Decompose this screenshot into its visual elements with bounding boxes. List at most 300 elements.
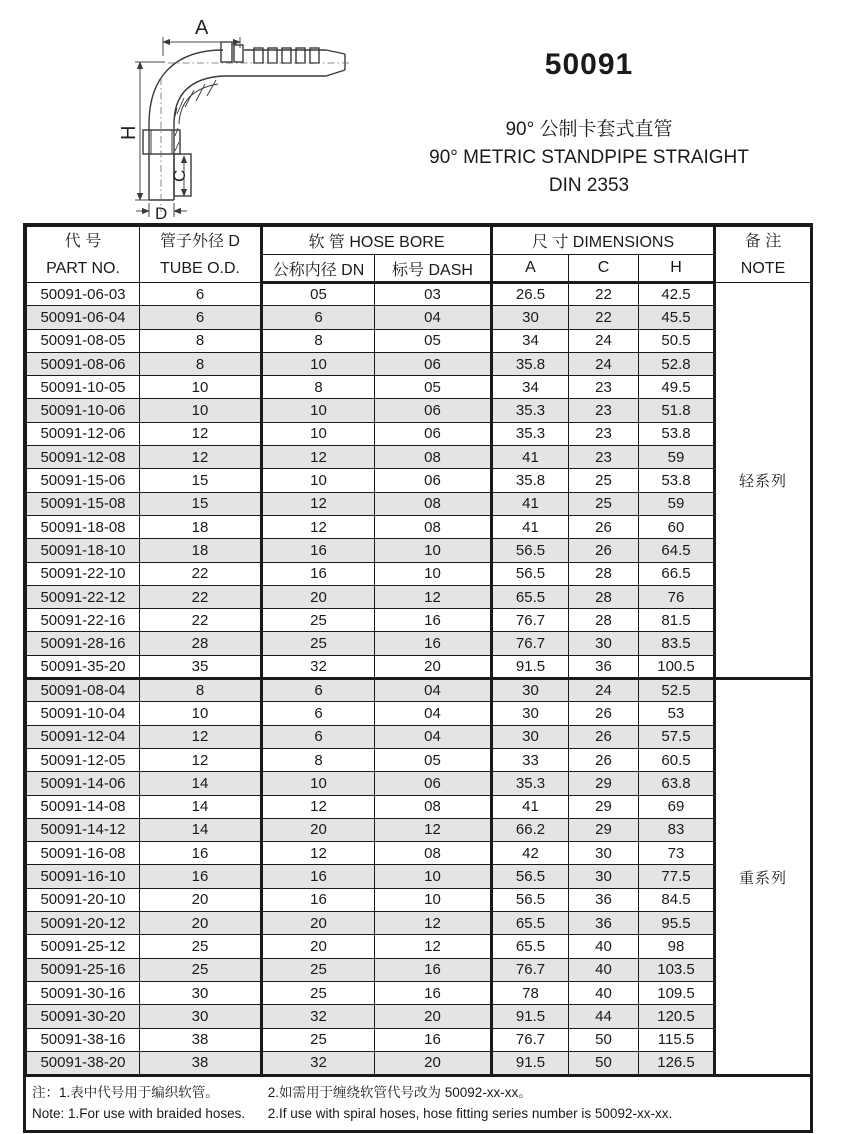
cell-c: 26	[569, 748, 639, 771]
cell-h: 103.5	[639, 958, 715, 981]
cell-c: 24	[569, 352, 639, 375]
cell-tube_od: 10	[140, 399, 262, 422]
table-row	[27, 912, 811, 935]
cell-a: 35.8	[492, 352, 569, 375]
col-header-tube-od	[140, 227, 262, 283]
cell-dash: 05	[375, 329, 492, 352]
cell-h: 57.5	[639, 725, 715, 748]
cell-dn: 20	[262, 818, 375, 841]
cell-c: 25	[569, 469, 639, 492]
col-header-dim-c: C	[569, 255, 639, 283]
page-title: 50091	[544, 48, 634, 81]
cell-a: 76.7	[492, 1028, 569, 1051]
cell-part_no: 50091-10-04	[27, 702, 140, 725]
cell-c: 29	[569, 795, 639, 818]
cell-c: 40	[569, 935, 639, 958]
title-zh: 90° 公制卡套式直管	[505, 119, 673, 140]
col-header-tube-od-en: TUBE O.D.	[159, 259, 240, 277]
cell-a: 41	[492, 515, 569, 538]
title-en: 90° METRIC STANDPIPE STRAIGHT	[429, 147, 749, 168]
table-row	[27, 702, 811, 725]
cell-part_no: 50091-08-05	[27, 329, 140, 352]
table-row	[27, 352, 811, 375]
cell-a: 76.7	[492, 958, 569, 981]
table-row	[27, 935, 811, 958]
cell-part_no: 50091-10-06	[27, 399, 140, 422]
cell-dn: 32	[262, 655, 375, 678]
cell-c: 25	[569, 492, 639, 515]
cell-part_no: 50091-35-20	[27, 655, 140, 678]
table-row	[27, 422, 811, 445]
cell-h: 66.5	[639, 562, 715, 585]
cell-h: 100.5	[639, 655, 715, 678]
table-row	[27, 818, 811, 841]
cell-tube_od: 12	[140, 748, 262, 771]
cell-h: 51.8	[639, 399, 715, 422]
cell-tube_od: 30	[140, 1005, 262, 1028]
cell-h: 76	[639, 585, 715, 608]
cell-dash: 04	[375, 679, 492, 702]
cell-a: 35.3	[492, 422, 569, 445]
cell-h: 63.8	[639, 772, 715, 795]
cell-h: 49.5	[639, 376, 715, 399]
cell-dash: 08	[375, 446, 492, 469]
cell-h: 59	[639, 492, 715, 515]
cell-h: 59	[639, 446, 715, 469]
elbow-fitting-drawing	[18, 4, 358, 226]
cell-c: 28	[569, 609, 639, 632]
cell-dn: 10	[262, 352, 375, 375]
cell-a: 65.5	[492, 935, 569, 958]
table-row	[27, 1005, 811, 1028]
cell-c: 40	[569, 981, 639, 1004]
cell-dash: 10	[375, 865, 492, 888]
cell-tube_od: 12	[140, 446, 262, 469]
cell-a: 35.3	[492, 772, 569, 795]
cell-part_no: 50091-30-20	[27, 1005, 140, 1028]
table-row	[27, 632, 811, 655]
cell-tube_od: 14	[140, 772, 262, 795]
cell-dash: 12	[375, 935, 492, 958]
cell-c: 24	[569, 679, 639, 702]
cell-h: 52.8	[639, 352, 715, 375]
cell-part_no: 50091-12-06	[27, 422, 140, 445]
cell-h: 83.5	[639, 632, 715, 655]
table-row	[27, 958, 811, 981]
cell-tube_od: 38	[140, 1051, 262, 1074]
footnote-en	[32, 1103, 804, 1124]
cell-h: 95.5	[639, 912, 715, 935]
cell-c: 36	[569, 655, 639, 678]
cell-part_no: 50091-14-06	[27, 772, 140, 795]
footnote-zh	[32, 1082, 804, 1103]
cell-c: 22	[569, 283, 639, 306]
cell-h: 83	[639, 818, 715, 841]
cell-c: 23	[569, 376, 639, 399]
cell-h: 73	[639, 842, 715, 865]
cell-a: 66.2	[492, 818, 569, 841]
cell-c: 40	[569, 958, 639, 981]
cell-a: 35.3	[492, 399, 569, 422]
table-row	[27, 306, 811, 329]
cell-c: 36	[569, 888, 639, 911]
cell-dn: 25	[262, 609, 375, 632]
col-group-dimensions: 尺 寸 DIMENSIONS	[492, 227, 715, 255]
cell-h: 50.5	[639, 329, 715, 352]
table-row	[27, 748, 811, 771]
cell-h: 64.5	[639, 539, 715, 562]
cell-tube_od: 15	[140, 469, 262, 492]
table-row	[27, 865, 811, 888]
col-header-note-zh: 备 注	[744, 232, 782, 250]
dim-label-a: A	[195, 17, 209, 39]
cell-h: 115.5	[639, 1028, 715, 1051]
cell-tube_od: 18	[140, 515, 262, 538]
cell-dn: 05	[262, 283, 375, 306]
cell-tube_od: 6	[140, 306, 262, 329]
cell-dn: 32	[262, 1051, 375, 1074]
table-row	[27, 539, 811, 562]
cell-part_no: 50091-12-05	[27, 748, 140, 771]
table-row	[27, 609, 811, 632]
table-row	[27, 679, 811, 702]
cell-c: 28	[569, 585, 639, 608]
cell-dash: 08	[375, 515, 492, 538]
cell-tube_od: 8	[140, 352, 262, 375]
cell-dn: 6	[262, 306, 375, 329]
cell-dash: 12	[375, 585, 492, 608]
table-row	[27, 981, 811, 1004]
cell-c: 23	[569, 446, 639, 469]
cell-a: 42	[492, 842, 569, 865]
table-row	[27, 492, 811, 515]
cell-dn: 10	[262, 399, 375, 422]
cell-dn: 16	[262, 562, 375, 585]
cell-a: 30	[492, 702, 569, 725]
cell-tube_od: 8	[140, 329, 262, 352]
cell-dash: 10	[375, 888, 492, 911]
cell-part_no: 50091-22-10	[27, 562, 140, 585]
cell-h: 53	[639, 702, 715, 725]
cell-part_no: 50091-20-12	[27, 912, 140, 935]
cell-c: 30	[569, 865, 639, 888]
cell-dn: 20	[262, 585, 375, 608]
cell-dash: 20	[375, 1005, 492, 1028]
cell-a: 65.5	[492, 585, 569, 608]
table-row	[27, 376, 811, 399]
cell-a: 41	[492, 795, 569, 818]
table-row	[27, 446, 811, 469]
table-row	[27, 772, 811, 795]
cell-part_no: 50091-38-16	[27, 1028, 140, 1051]
cell-h: 84.5	[639, 888, 715, 911]
cell-tube_od: 25	[140, 958, 262, 981]
cell-part_no: 50091-28-16	[27, 632, 140, 655]
footnote-en-2: 2.If use with spiral hoses, hose fitting series number is 50092-xx-xx.	[267, 1106, 673, 1122]
cell-dash: 08	[375, 842, 492, 865]
cell-tube_od: 10	[140, 376, 262, 399]
cell-dn: 20	[262, 912, 375, 935]
cell-tube_od: 14	[140, 795, 262, 818]
cell-tube_od: 30	[140, 981, 262, 1004]
cell-dash: 05	[375, 748, 492, 771]
table-row	[27, 515, 811, 538]
cell-c: 26	[569, 539, 639, 562]
cell-c: 28	[569, 562, 639, 585]
cell-h: 109.5	[639, 981, 715, 1004]
col-header-note	[715, 227, 811, 283]
cell-dn: 16	[262, 888, 375, 911]
cell-c: 26	[569, 702, 639, 725]
cell-c: 29	[569, 772, 639, 795]
cell-part_no: 50091-25-12	[27, 935, 140, 958]
cell-dn: 25	[262, 981, 375, 1004]
cell-a: 65.5	[492, 912, 569, 935]
cell-c: 29	[569, 818, 639, 841]
cell-dash: 10	[375, 562, 492, 585]
cell-dash: 16	[375, 632, 492, 655]
cell-a: 91.5	[492, 1005, 569, 1028]
cell-part_no: 50091-25-16	[27, 958, 140, 981]
cell-dash: 20	[375, 1051, 492, 1074]
cell-dash: 12	[375, 912, 492, 935]
page-header	[0, 0, 848, 223]
cell-a: 76.7	[492, 609, 569, 632]
cell-a: 33	[492, 748, 569, 771]
cell-part_no: 50091-15-08	[27, 492, 140, 515]
cell-a: 26.5	[492, 283, 569, 306]
cell-c: 23	[569, 399, 639, 422]
cell-dn: 12	[262, 842, 375, 865]
cell-tube_od: 38	[140, 1028, 262, 1051]
cell-a: 41	[492, 446, 569, 469]
cell-c: 23	[569, 422, 639, 445]
cell-dn: 12	[262, 446, 375, 469]
cell-tube_od: 12	[140, 422, 262, 445]
cell-a: 78	[492, 981, 569, 1004]
cell-part_no: 50091-30-16	[27, 981, 140, 1004]
cell-a: 34	[492, 376, 569, 399]
cell-c: 50	[569, 1028, 639, 1051]
cell-tube_od: 35	[140, 655, 262, 678]
col-header-tube-od-zh: 管子外径 D	[159, 232, 240, 250]
cell-dash: 08	[375, 795, 492, 818]
spec-table-container	[23, 223, 813, 1133]
cell-dn: 8	[262, 329, 375, 352]
cell-dash: 06	[375, 352, 492, 375]
col-header-part-no	[27, 227, 140, 283]
cell-dn: 6	[262, 702, 375, 725]
cell-tube_od: 16	[140, 842, 262, 865]
cell-part_no: 50091-16-08	[27, 842, 140, 865]
cell-a: 41	[492, 492, 569, 515]
cell-a: 30	[492, 679, 569, 702]
footnote-en-1: Note: 1.For use with braided hoses.	[32, 1106, 246, 1122]
cell-dn: 25	[262, 632, 375, 655]
cell-h: 53.8	[639, 469, 715, 492]
cell-part_no: 50091-16-10	[27, 865, 140, 888]
cell-h: 45.5	[639, 306, 715, 329]
cell-dn: 32	[262, 1005, 375, 1028]
cell-c: 24	[569, 329, 639, 352]
cell-a: 30	[492, 306, 569, 329]
cell-h: 81.5	[639, 609, 715, 632]
cell-dn: 12	[262, 492, 375, 515]
cell-tube_od: 22	[140, 609, 262, 632]
cell-dash: 16	[375, 958, 492, 981]
cell-dash: 08	[375, 492, 492, 515]
cell-dn: 12	[262, 795, 375, 818]
cell-tube_od: 18	[140, 539, 262, 562]
cell-tube_od: 14	[140, 818, 262, 841]
cell-dash: 20	[375, 655, 492, 678]
cell-dn: 25	[262, 1028, 375, 1051]
cell-part_no: 50091-20-10	[27, 888, 140, 911]
title-block	[360, 0, 848, 223]
cell-a: 34	[492, 329, 569, 352]
cell-tube_od: 15	[140, 492, 262, 515]
table-row	[27, 842, 811, 865]
footnote-zh-2: 2.如需用于缠绕软管代号改为 50092-xx-xx。	[267, 1085, 532, 1101]
cell-dn: 10	[262, 772, 375, 795]
cell-part_no: 50091-06-04	[27, 306, 140, 329]
cell-part_no: 50091-14-12	[27, 818, 140, 841]
table-row	[27, 1051, 811, 1074]
cell-tube_od: 16	[140, 865, 262, 888]
cell-dn: 10	[262, 469, 375, 492]
cell-a: 30	[492, 725, 569, 748]
cell-tube_od: 20	[140, 912, 262, 935]
table-row	[27, 888, 811, 911]
cell-dash: 05	[375, 376, 492, 399]
cell-dn: 6	[262, 679, 375, 702]
col-header-part-no-en: PART NO.	[46, 259, 120, 277]
cell-h: 77.5	[639, 865, 715, 888]
cell-h: 60	[639, 515, 715, 538]
col-header-note-en: NOTE	[740, 259, 786, 277]
cell-dn: 6	[262, 725, 375, 748]
cell-h: 52.5	[639, 679, 715, 702]
table-row	[27, 585, 811, 608]
footnote-zh-1: 注：1.表中代号用于编织软管。	[32, 1085, 219, 1101]
table-row	[27, 399, 811, 422]
col-header-dn: 公称内径 DN	[262, 255, 375, 283]
cell-dn: 10	[262, 422, 375, 445]
cell-part_no: 50091-06-03	[27, 283, 140, 306]
cell-dash: 04	[375, 702, 492, 725]
cell-part_no: 50091-18-10	[27, 539, 140, 562]
table-row	[27, 1028, 811, 1051]
table-row	[27, 329, 811, 352]
cell-dn: 20	[262, 935, 375, 958]
cell-c: 22	[569, 306, 639, 329]
cell-c: 26	[569, 725, 639, 748]
cell-part_no: 50091-08-04	[27, 679, 140, 702]
cell-part_no: 50091-15-06	[27, 469, 140, 492]
cell-dash: 06	[375, 422, 492, 445]
table-row	[27, 469, 811, 492]
cell-dash: 16	[375, 981, 492, 1004]
cell-part_no: 50091-18-08	[27, 515, 140, 538]
fitting-diagram	[0, 0, 360, 223]
cell-c: 36	[569, 912, 639, 935]
cell-part_no: 50091-38-20	[27, 1051, 140, 1074]
cell-tube_od: 28	[140, 632, 262, 655]
cell-dash: 06	[375, 772, 492, 795]
cell-dn: 8	[262, 748, 375, 771]
cell-dash: 12	[375, 818, 492, 841]
cell-a: 91.5	[492, 655, 569, 678]
table-row	[27, 283, 811, 306]
cell-c: 26	[569, 515, 639, 538]
cell-h: 69	[639, 795, 715, 818]
cell-dash: 06	[375, 399, 492, 422]
col-header-part-no-zh: 代 号	[64, 232, 102, 250]
cell-tube_od: 8	[140, 679, 262, 702]
cell-c: 50	[569, 1051, 639, 1074]
cell-dash: 16	[375, 609, 492, 632]
col-group-hose-bore: 软 管 HOSE BORE	[262, 227, 492, 255]
cell-dn: 12	[262, 515, 375, 538]
cell-dn: 25	[262, 958, 375, 981]
cell-h: 53.8	[639, 422, 715, 445]
table-row	[27, 795, 811, 818]
cell-c: 30	[569, 632, 639, 655]
cell-dn: 8	[262, 376, 375, 399]
cell-h: 126.5	[639, 1051, 715, 1074]
cell-h: 60.5	[639, 748, 715, 771]
standard-ref: DIN 2353	[548, 175, 630, 196]
cell-tube_od: 20	[140, 888, 262, 911]
footnotes	[26, 1075, 810, 1130]
cell-tube_od: 25	[140, 935, 262, 958]
cell-part_no: 50091-10-05	[27, 376, 140, 399]
dim-label-c: C	[170, 169, 189, 182]
cell-part_no: 50091-14-08	[27, 795, 140, 818]
cell-a: 56.5	[492, 539, 569, 562]
cell-tube_od: 22	[140, 585, 262, 608]
cell-dash: 10	[375, 539, 492, 562]
cell-h: 42.5	[639, 283, 715, 306]
cell-part_no: 50091-12-04	[27, 725, 140, 748]
col-header-dim-h: H	[639, 255, 715, 283]
cell-h: 98	[639, 935, 715, 958]
cell-tube_od: 12	[140, 725, 262, 748]
cell-dash: 06	[375, 469, 492, 492]
cell-a: 56.5	[492, 888, 569, 911]
cell-a: 91.5	[492, 1051, 569, 1074]
cell-c: 44	[569, 1005, 639, 1028]
cell-tube_od: 10	[140, 702, 262, 725]
spec-table	[26, 226, 811, 1075]
cell-dash: 04	[375, 725, 492, 748]
cell-a: 35.8	[492, 469, 569, 492]
cell-dn: 16	[262, 865, 375, 888]
cell-part_no: 50091-22-16	[27, 609, 140, 632]
cell-tube_od: 22	[140, 562, 262, 585]
cell-part_no: 50091-08-06	[27, 352, 140, 375]
cell-part_no: 50091-22-12	[27, 585, 140, 608]
cell-a: 76.7	[492, 632, 569, 655]
cell-part_no: 50091-12-08	[27, 446, 140, 469]
dim-label-d: D	[155, 204, 168, 223]
cell-a: 56.5	[492, 562, 569, 585]
cell-dash: 03	[375, 283, 492, 306]
series-note-cell: 轻系列	[715, 283, 811, 679]
cell-dash: 04	[375, 306, 492, 329]
cell-dn: 16	[262, 539, 375, 562]
table-row	[27, 655, 811, 678]
